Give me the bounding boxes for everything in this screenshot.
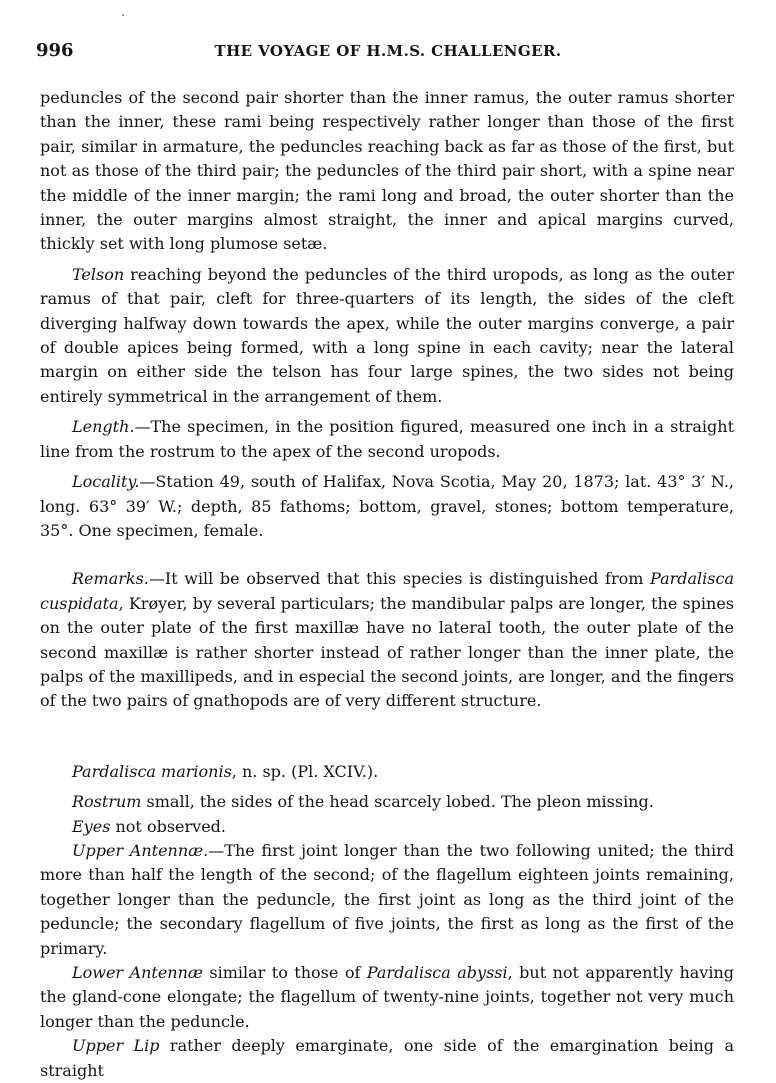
species-name: Pardalisca marionis bbox=[72, 761, 232, 781]
paragraph-rostrum bbox=[40, 790, 734, 814]
term-eyes: Eyes bbox=[72, 816, 111, 836]
lower-antennae-species: Pardalisca abyssi bbox=[366, 963, 508, 982]
term-lower-antennae: Lower Antennæ bbox=[72, 963, 203, 982]
paragraph-upper-antennae bbox=[40, 839, 734, 961]
upper-lip-text: rather deeply emarginate, one side of the emargination being a straight bbox=[40, 1036, 735, 1080]
page-header bbox=[36, 30, 740, 64]
term-upper-antennae: Upper Antennæ. bbox=[72, 840, 209, 860]
paragraph-lower-antennae bbox=[40, 961, 734, 1034]
paragraph-uropods: peduncles of the second pair shorter than the inner ramus, the outer ramus shorter than the inner, these rami being respectively rather longer than those of the first pair, similar in armature, the peduncles reaching back as far as those of the first, but not as those of the third pair; the peduncles of the third pair short, with a spine near the middle of the inner margin; the rami long and broad, the outer shorter than the inner, the outer margins almost straight, the inner and apical margins curved, thickly set with long plumose setæ. bbox=[40, 88, 734, 254]
paragraph-upper-lip bbox=[40, 1034, 734, 1083]
species-suffix: , n. sp. (Pl. XCIV.). bbox=[231, 761, 379, 781]
term-rostrum: Rostrum bbox=[72, 792, 142, 812]
lower-antennae-text-a: similar to those of bbox=[202, 963, 367, 982]
upper-antennae-text: —The first joint longer than the two following united; the third more than half the length of the second; of the flagellum eighteen joints remaining, together longer than the peduncle, the first joint as long as the third joint of the peduncle; the secondary flagellum of five joints, the first as long as the first of the primary. bbox=[40, 840, 734, 958]
lower-antennae-text-b: , but not apparently having the gland-cone elongate; the flagellum of twenty-nine joints, together not very much longer than the peduncle. bbox=[40, 963, 734, 1031]
running-title: THE VOYAGE OF H.M.S. CHALLENGER. bbox=[214, 42, 562, 60]
paragraph-telson bbox=[40, 263, 734, 409]
remarks-text-a: —It will be observed that this species is distinguished from bbox=[148, 569, 651, 589]
paragraph-remarks bbox=[40, 567, 734, 713]
term-length: Length. bbox=[72, 417, 135, 437]
term-locality: Locality. bbox=[72, 472, 140, 492]
term-upper-lip: Upper Lip bbox=[72, 1036, 160, 1056]
eyes-text: not observed. bbox=[110, 816, 226, 836]
remarks-text-b: , Krøyer, by several particulars; the mandibular palps are longer, the spines on the outer plate of the first maxillæ have no lateral tooth, the outer plate of the second maxillæ is rather shorter instead of rather longer than the inner plate, the palps of the maxillipeds, and in especial the second joints, are longer, and the fingers of the two pairs of gnathopods are of very different structure. bbox=[40, 593, 734, 711]
length-text: —The specimen, in the position figured, measured one inch in a straight line from the rostrum to the apex of the second uropods. bbox=[40, 417, 734, 461]
locality-text: —Station 49, south of Halifax, Nova Scotia, May 20, 1873; lat. 43° 3′ N., long. 63° 39′ W.; depth, 85 fathoms; bottom, gravel, stones; bottom temperature, 35°. One specimen, female. bbox=[40, 472, 734, 540]
page-body bbox=[40, 86, 734, 1083]
term-telson: Telson bbox=[72, 264, 125, 284]
remarks-species: Pardalisca cuspidata bbox=[40, 569, 734, 613]
page-number: 996 bbox=[36, 40, 74, 61]
paragraph-eyes bbox=[40, 815, 734, 839]
paragraph-locality bbox=[40, 470, 734, 543]
term-remarks: Remarks. bbox=[72, 569, 149, 589]
rostrum-text: small, the sides of the head scarcely lobed. The pleon missing. bbox=[141, 792, 654, 812]
paragraph-length bbox=[40, 415, 734, 464]
species-heading bbox=[40, 760, 734, 784]
telson-text: reaching beyond the peduncles of the third uropods, as long as the outer ramus of that pair, cleft for three-quarters of its length, the sides of the cleft diverging halfway down towards the apex, while the outer margins converge, a pair of double apices being formed, with a long spine in each cavity; near the lateral margin on either side the telson has four large spines, the two sides not being entirely symmetrical in the arrangement of them. bbox=[40, 264, 734, 406]
page-speck bbox=[122, 14, 124, 16]
